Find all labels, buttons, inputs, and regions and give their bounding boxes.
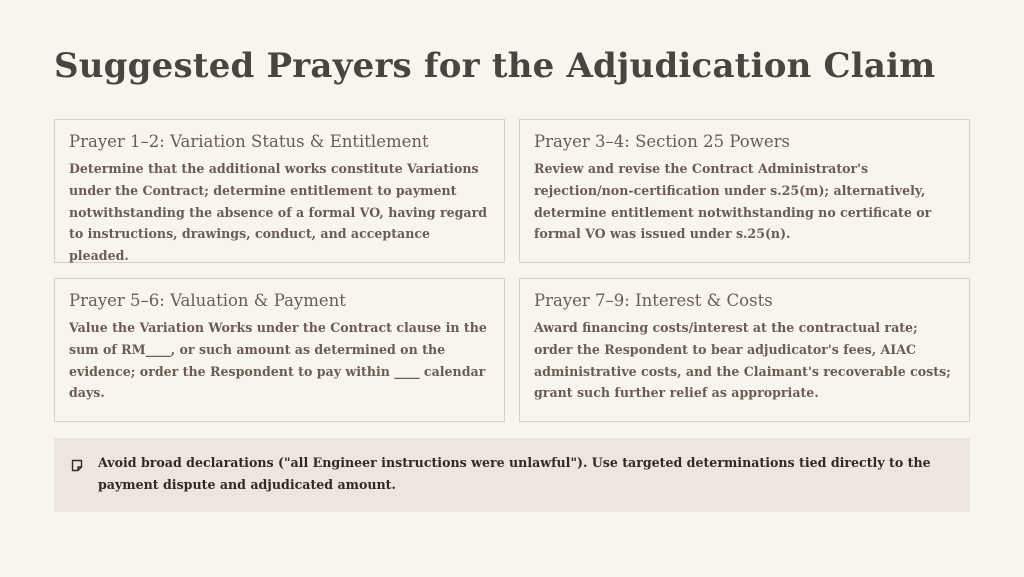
- callout-text: Avoid broad declarations ("all Engineer instructions were unlawful"). Use targeted determinations tied directly to the payment dispute and adjudicated amount.: [98, 455, 931, 492]
- card-body: Award financing costs/interest at the contractual rate; order the Respondent to bear adjudicator's fees, AIAC administrative costs, and the Claimant's recoverable costs; grant such further relief as appropriate.: [534, 320, 951, 401]
- card-body: Determine that the additional works constitute Variations under the Contract; determine entitlement to payment notwithstanding the absence of a formal VO, having regard to instructions, drawings, conduct, and acceptance pleaded.: [69, 161, 488, 264]
- card-title: Prayer 3–4: Section 25 Powers: [534, 132, 790, 151]
- card-title: Prayer 5–6: Valuation & Payment: [69, 291, 346, 310]
- card-body: Review and revise the Contract Administrator's rejection/non-certification under s.25(m); alternatively, determine entitlement notwithstanding no certificate or formal VO was issued under s.25(n).: [534, 161, 932, 242]
- note-icon: [70, 458, 84, 472]
- prayer-card-7-9: [519, 278, 970, 422]
- card-title: Prayer 1–2: Variation Status & Entitlement: [69, 132, 429, 151]
- page-title: Suggested Prayers for the Adjudication Claim: [54, 46, 936, 86]
- prayer-card-5-6: [54, 278, 505, 422]
- card-title: Prayer 7–9: Interest & Costs: [534, 291, 773, 310]
- card-body: Value the Variation Works under the Contract clause in the sum of RM____, or such amount as determined on the evidence; order the Respondent to pay within ____ calendar days.: [69, 320, 487, 401]
- callout-note: [54, 438, 970, 512]
- prayer-card-1-2: [54, 119, 505, 263]
- prayer-card-3-4: [519, 119, 970, 263]
